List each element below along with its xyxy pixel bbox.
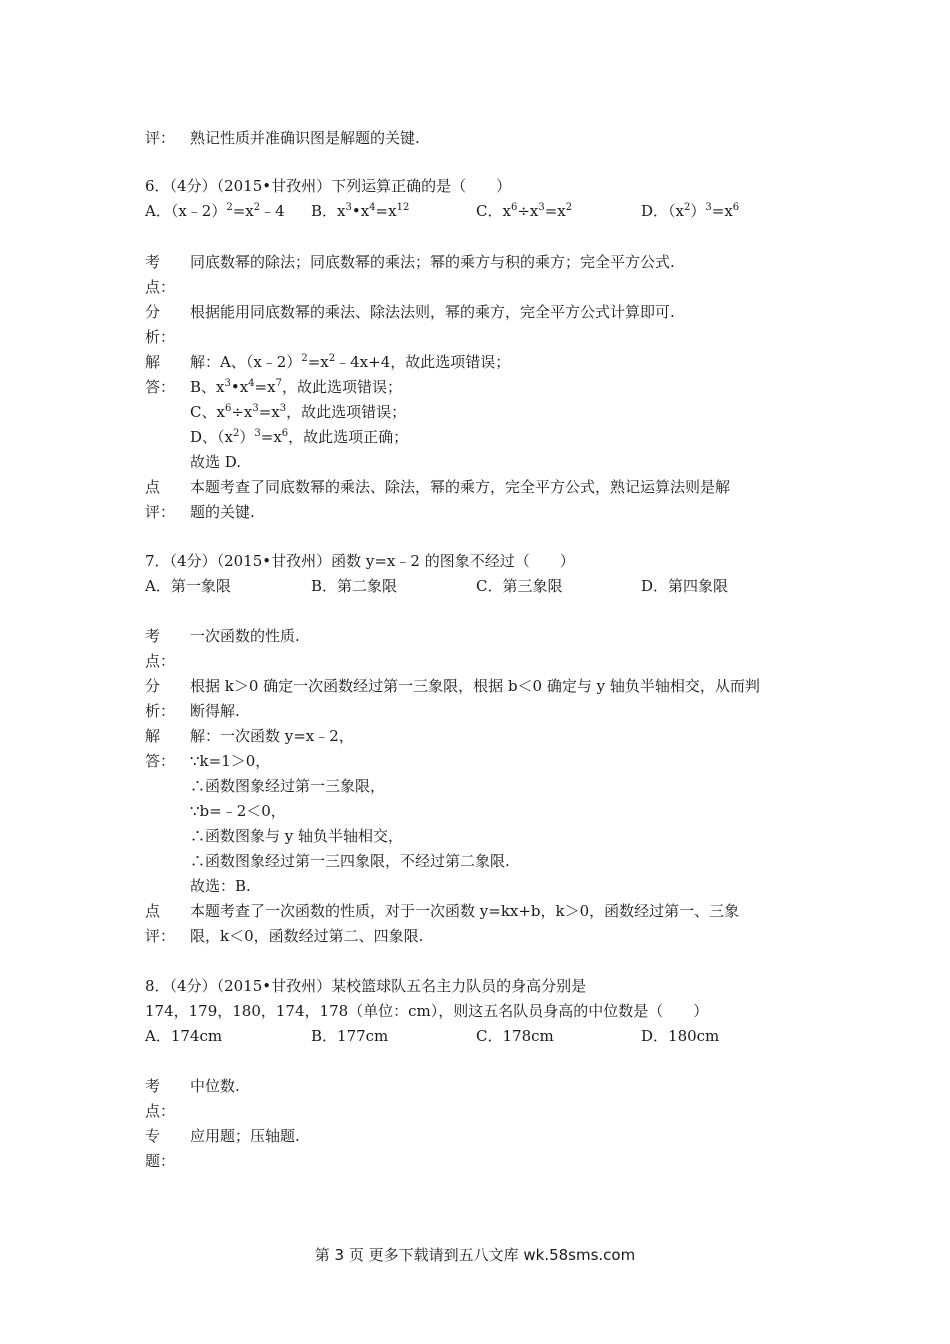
q7-option-a: A．第一象限 [145,577,231,595]
q6-dianping-text-2: 题的关键. [190,503,255,521]
q7-solution-line-6: ∴函数图象经过第一三四象限，不经过第二象限. [190,852,510,870]
q6-dianping-label: 点 [145,478,161,496]
q7-option-c: C．第三象限 [476,577,563,595]
q7-kaodian-text: 一次函数的性质. [190,627,300,645]
q8-option-a: A．174cm [145,1027,223,1045]
q6-kaodian-label: 考 [145,253,161,271]
q8-option-d: D．180cm [641,1027,720,1045]
q7-dianping-label: 点 [145,902,161,920]
q7-dianping-label-2: 评： [145,927,176,945]
page-footer: 第 3 页 更多下载请到五八文库 wk.58sms.com [314,1246,636,1264]
q8-zhuanti-text: 应用题；压轴题. [190,1127,300,1145]
q6-solution-line-2: B、$x^3•x^4=x^7$，故此选项错误； [190,378,402,396]
q6-solution-line-4: D、$(x^2)^3=x^6$，故此选项正确； [190,428,409,446]
q7-solution-line-4: ∵b=﹣2＜0， [190,802,286,820]
q8-kaodian-label-2: 点： [145,1102,176,1120]
q6-option-a: A．$(x﹣2)^2=x^2﹣4$ [145,202,285,220]
q5-comment-text: 熟记性质并准确识图是解题的关键. [190,129,420,147]
q7-option-d: D．第四象限 [641,577,729,595]
q7-dianping-text-2: 限，k＜0，函数经过第二、四象限. [190,927,424,945]
q7-jieda-label: 解 [145,727,161,745]
q6-fenxi-label-2: 析： [145,328,176,346]
q6-option-d: D．$(x^2)^3=x^6$ [641,202,740,220]
q7-kaodian-label: 考 [145,627,161,645]
q6-dianping-text-1: 本题考查了同底数幂的乘法、除法，幂的乘方，完全平方公式，熟记运算法则是解 [190,478,731,496]
q7-fenxi-text-2: 断得解. [190,702,240,720]
q6-option-c: C．$x^6\div x^3=x^2$ [476,202,573,220]
q6-jieda-label-2: 答： [145,378,176,396]
q6-fenxi-text: 根据能用同底数幂的乘法、除法法则，幂的乘方，完全平方公式计算即可. [190,303,675,321]
q7-option-b: B．第二象限 [311,577,398,595]
q7-solution-line-3: ∴函数图象经过第一三象限， [190,777,386,795]
q8-zhuanti-label: 专 [145,1127,161,1145]
q8-stem-1: 8．（4分）（2015•甘孜州）某校篮球队五名主力队员的身高分别是 [145,977,587,995]
q7-solution-line-2: ∵k=1＞0， [190,752,271,770]
q6-kaodian-text: 同底数幂的除法；同底数幂的乘法；幂的乘方与积的乘方；完全平方公式. [190,253,675,271]
q7-solution-line-1: 解：一次函数 y=x﹣2， [190,727,354,745]
q8-option-c: C．178cm [476,1027,554,1045]
q6-solution-line-3: C、$x^6\div x^3=x^3$，故此选项错误； [190,403,407,421]
q6-kaodian-label-2: 点： [145,278,176,296]
q8-stem-2: 174，179，180，174，178（单位：cm），则这五名队员身高的中位数是（ ） [145,1002,709,1020]
q8-kaodian-label: 考 [145,1077,161,1095]
q6-option-b: B．$x^3•x^4=x^{12}$ [311,202,410,220]
q6-dianping-label-2: 评： [145,503,176,521]
q7-fenxi-label: 分 [145,677,161,695]
q7-kaodian-label-2: 点： [145,652,176,670]
q7-dianping-text-1: 本题考查了一次函数的性质，对于一次函数 y=kx+b，k＞0，函数经过第一、三象 [190,902,740,920]
q7-solution-line-5: ∴函数图象与 y 轴负半轴相交， [190,827,404,845]
q7-solution-line-7: 故选：B. [190,877,251,895]
q6-solution-line-1: 解：A、$(x﹣2)^2=x^2﹣4x+4$，故此选项错误； [190,353,511,371]
q7-jieda-label-2: 答： [145,752,176,770]
q7-fenxi-text-1: 根据 k＞0 确定一次函数经过第一三象限，根据 b＜0 确定与 y 轴负半轴相交，从而判 [190,677,760,695]
q8-zhuanti-label-2: 题： [145,1152,176,1170]
q6-fenxi-label: 分 [145,303,161,321]
q6-jieda-label: 解 [145,353,161,371]
q5-comment-label: 评： [145,129,176,147]
q6-solution-line-5: 故选 D. [190,453,242,471]
q7-stem: 7．（4分）（2015•甘孜州）函数 y=x﹣2 的图象不经过（ ） [145,552,575,570]
q7-fenxi-label-2: 析： [145,702,176,720]
q8-option-b: B．177cm [311,1027,389,1045]
q8-kaodian-text: 中位数. [190,1077,240,1095]
q6-stem: 6．（4分）（2015•甘孜州）下列运算正确的是（ ） [145,177,512,195]
